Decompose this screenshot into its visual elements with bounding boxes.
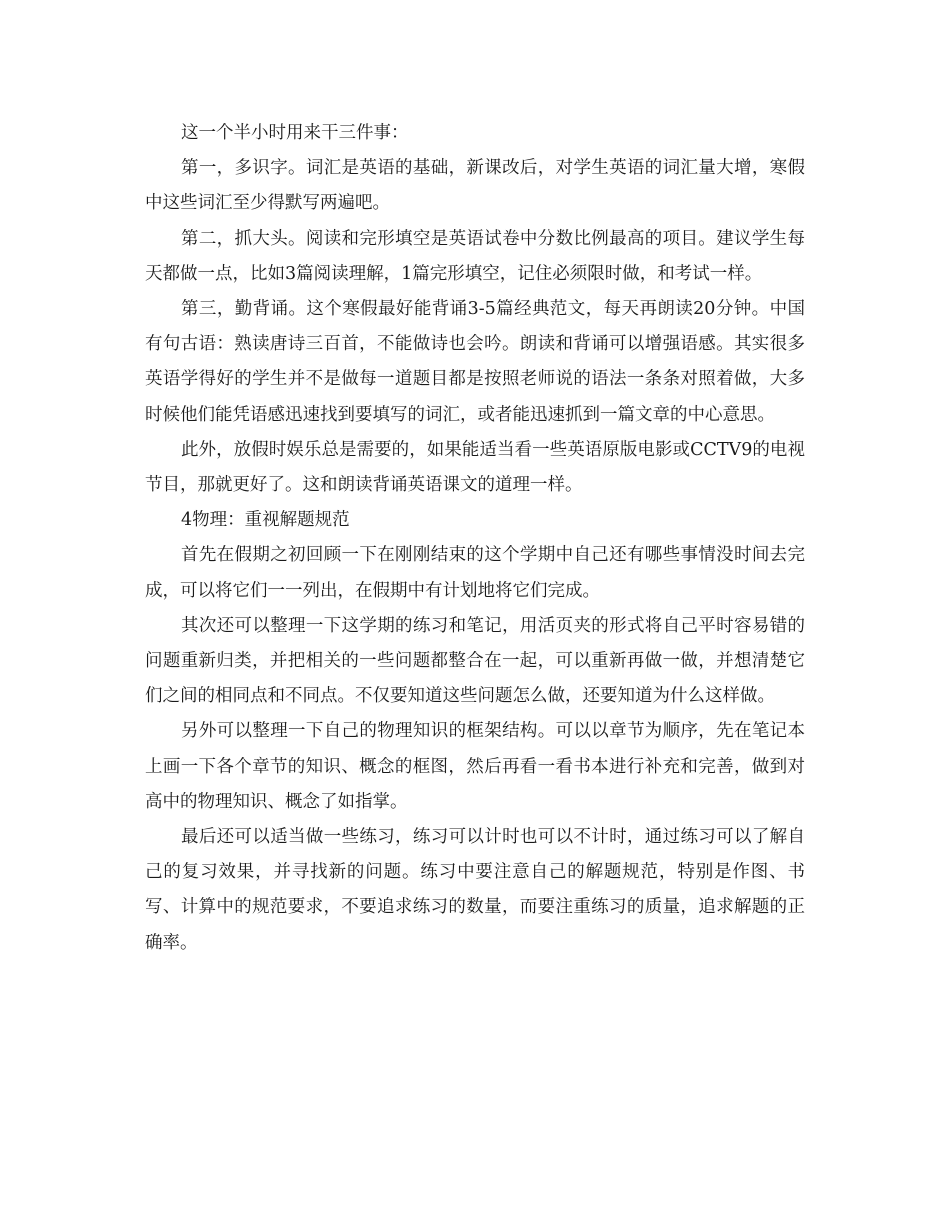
paragraph-reading: 第二，抓大头。阅读和完形填空是英语试卷中分数比例最高的项目。建议学生每天都做一点，比如3篇阅读理解，1篇完形填空，记住必须限时做，和考试一样。 — [145, 228, 805, 284]
paragraph-framework: 另外可以整理一下自己的物理知识的框架结构。可以以章节为顺序，先在笔记本上画一下各个章节的知识、概念的框图，然后再看一看书本进行补充和完善，做到对高中的物理知识、概念了如指掌。 — [145, 721, 805, 812]
section-heading-physics: 4物理：重视解题规范 — [181, 510, 350, 531]
document-body — [145, 116, 805, 961]
paragraph-entertainment: 此外，放假时娱乐总是需要的，如果能适当看一些英语原版电影或CCTV9的电视节目，那就更好了。这和朗读背诵英语课文的道理一样。 — [145, 439, 805, 496]
paragraph-recitation: 第三，勤背诵。这个寒假最好能背诵3-5篇经典范文，每天再朗读20分钟。中国有句古语：熟读唐诗三百首，不能做诗也会吟。朗读和背诵可以增强语感。其实很多英语学得好的学生并不是做每一道题目都是按照老师说的语法一条条对照着做，大多时候他们能凭语感迅速找到要填写的词汇，或者能迅速抓到一篇文章的中心意思。 — [145, 299, 805, 425]
paragraph-practice: 最后还可以适当做一些练习，练习可以计时也可以不计时，通过练习可以了解自己的复习效果，并寻找新的问题。练习中要注意自己的解题规范，特别是作图、书写、计算中的规范要求，不要追求练习的数量，而要注重练习的质量，追求解题的正确率。 — [145, 827, 805, 953]
paragraph-notes: 其次还可以整理一下这学期的练习和笔记，用活页夹的形式将自己平时容易错的问题重新归类，并把相关的一些问题都整合在一起，可以重新再做一做，并想清楚它们之间的相同点和不同点。不仅要知道这些问题怎么做，还要知道为什么这样做。 — [145, 615, 805, 707]
paragraph-intro: 这一个半小时用来干三件事： — [181, 123, 409, 143]
paragraph-review: 首先在假期之初回顾一下在刚刚结束的这个学期中自己还有哪些事情没时间去完成，可以将它们一一列出，在假期中有计划地将它们完成。 — [145, 545, 805, 601]
paragraph-vocabulary: 第一，多识字。词汇是英语的基础，新课改后，对学生英语的词汇量大增，寒假中这些词汇至少得默写两遍吧。 — [145, 158, 805, 214]
